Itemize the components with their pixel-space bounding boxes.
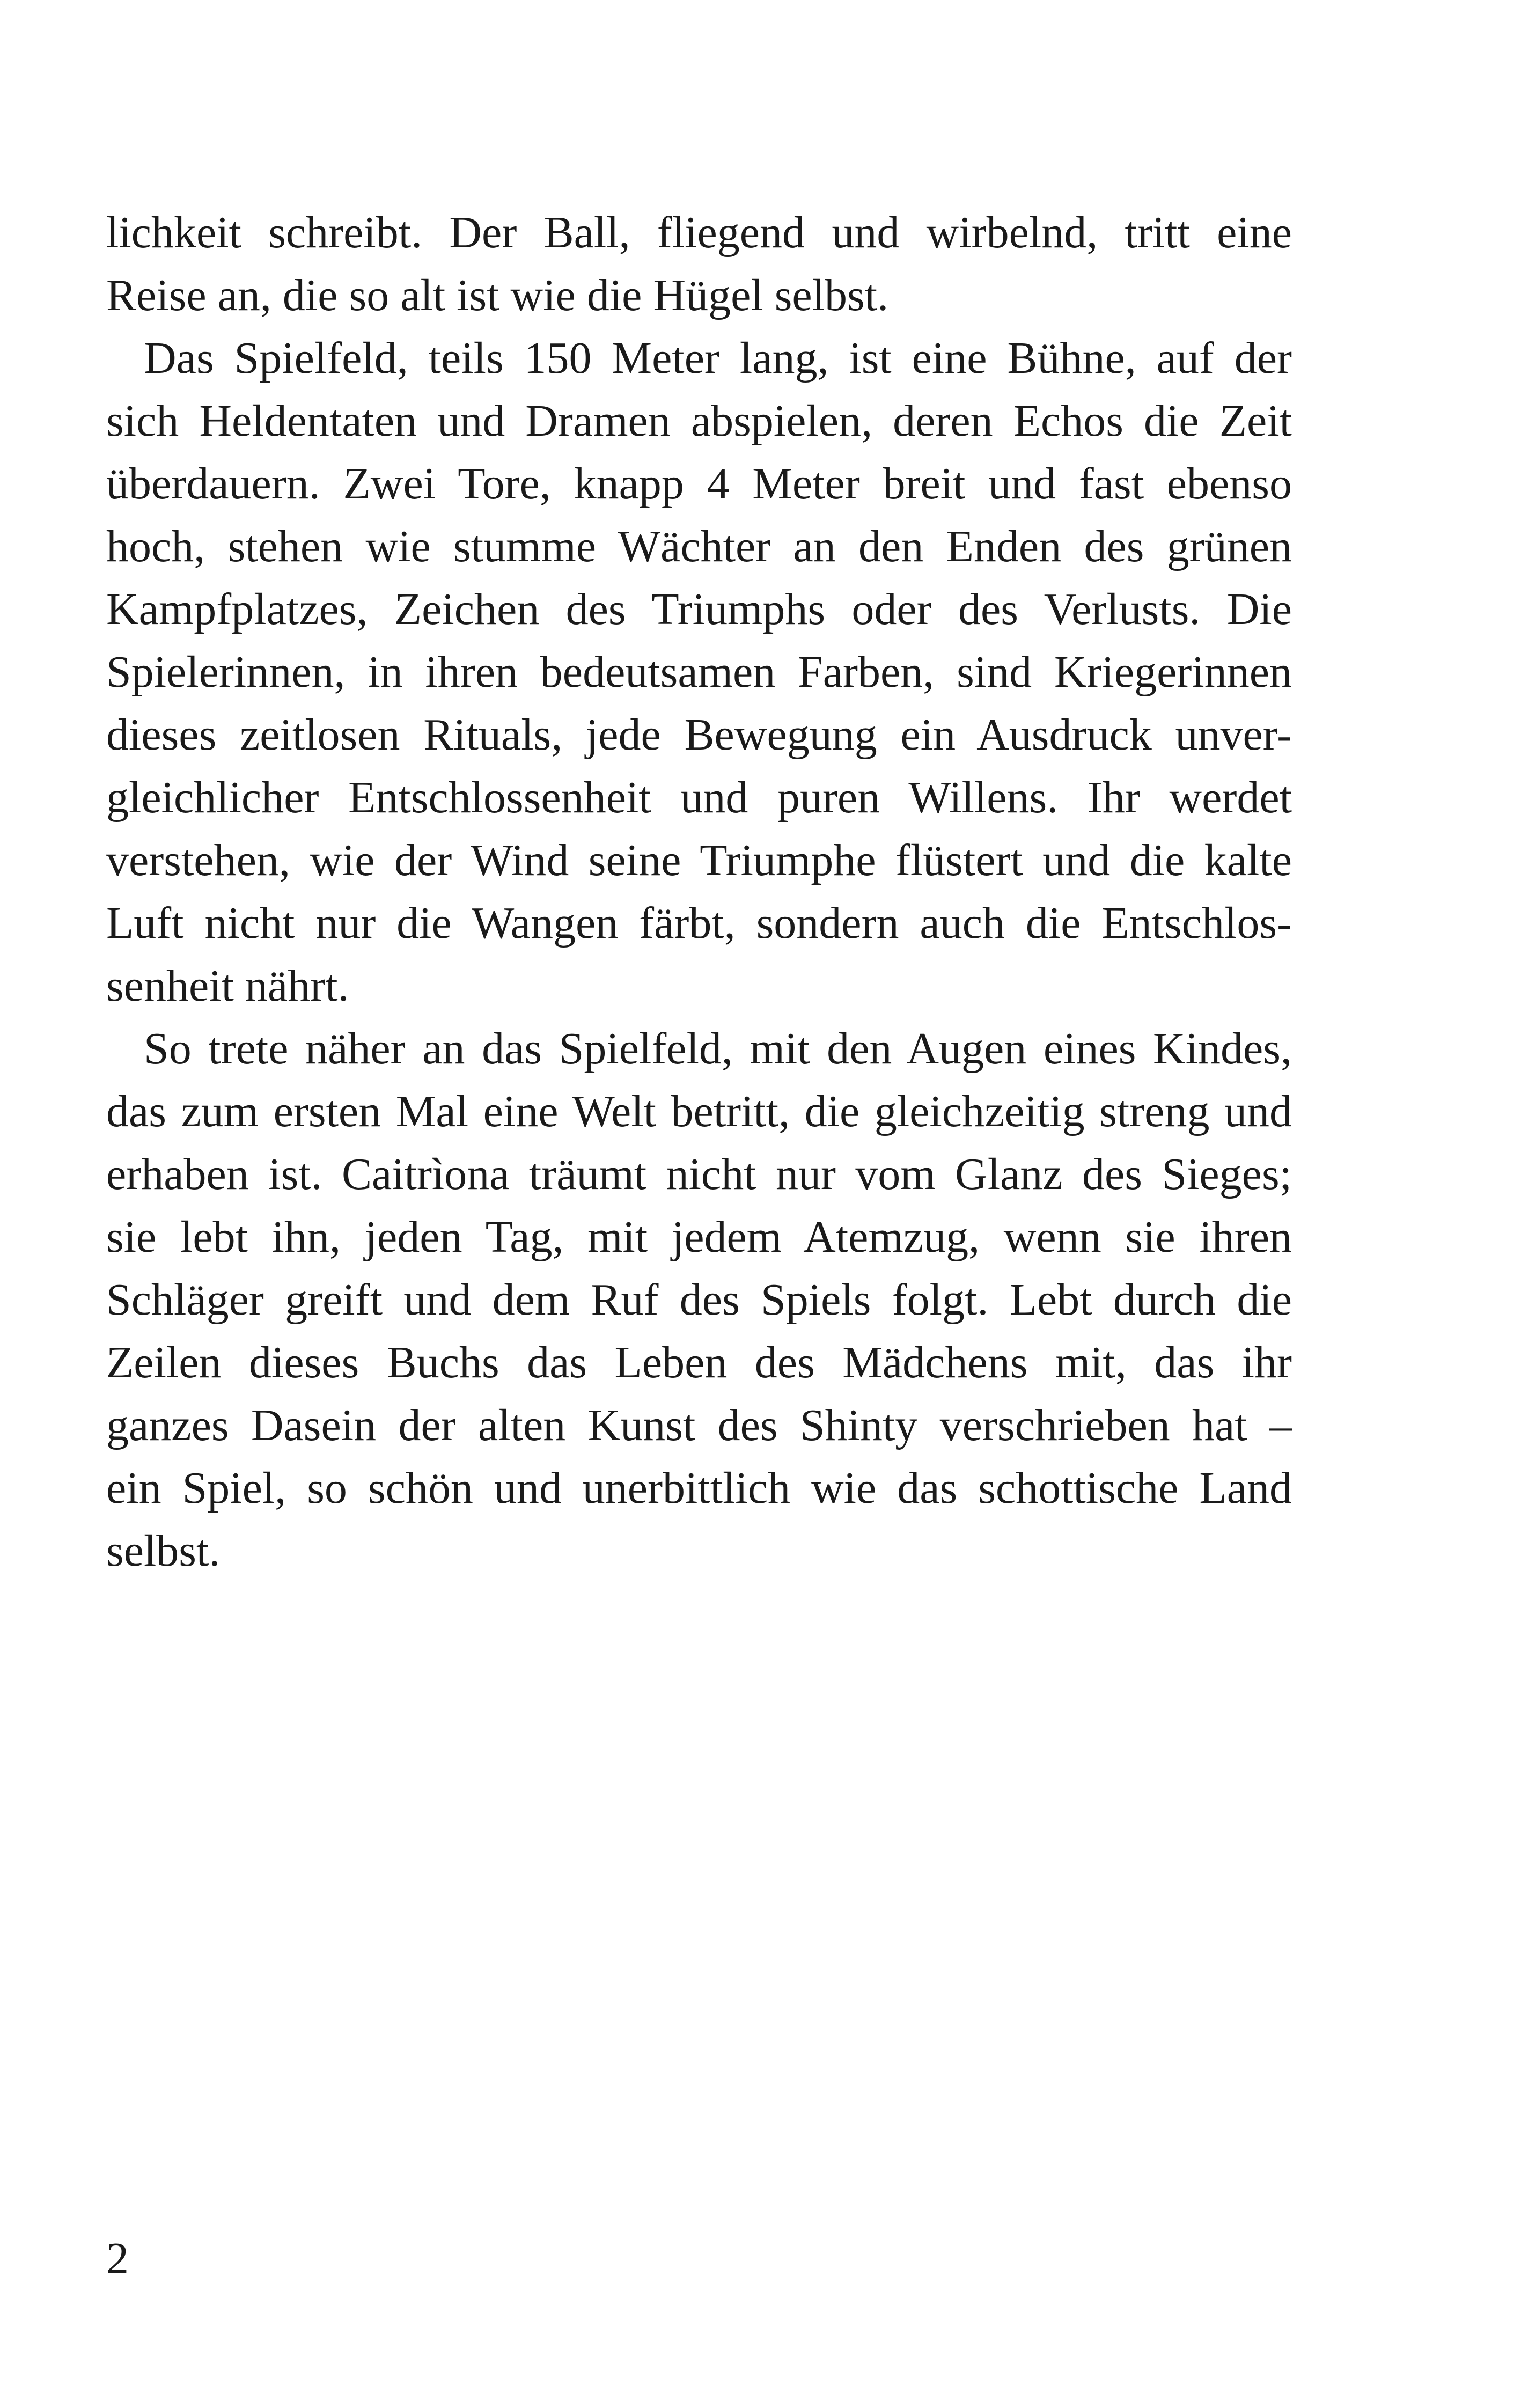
text-line: verstehen, wie der Wind seine Triumphe flüstert und die kalte xyxy=(106,835,1292,885)
text-line: das zum ersten Mal eine Welt betritt, die gleichzeitig streng und xyxy=(106,1086,1292,1136)
text-line: So trete näher an das Spielfeld, mit den Augen eines Kindes, xyxy=(144,1024,1292,1074)
text-line: Zeilen dieses Buchs das Leben des Mädchens mit, das ihr xyxy=(106,1338,1292,1387)
text-line: Spielerinnen, in ihren bedeutsamen Farben, sind Kriegerinnen xyxy=(106,647,1292,697)
text-line: erhaben ist. Caitrìona träumt nicht nur vom Glanz des Sieges; xyxy=(106,1149,1292,1199)
text-line: hoch, stehen wie stumme Wächter an den Enden des grünen xyxy=(106,522,1292,571)
text-line: ganzes Dasein der alten Kunst des Shinty verschrieben hat – xyxy=(106,1400,1292,1450)
text-line: senheit nährt. xyxy=(106,961,349,1011)
text-line: sich Heldentaten und Dramen abspielen, deren Echos die Zeit xyxy=(106,396,1292,446)
body-text xyxy=(106,201,1292,1582)
text-line: selbst. xyxy=(106,1526,221,1576)
text-line: gleichlicher Entschlossenheit und puren Willens. Ihr werdet xyxy=(106,773,1292,823)
text-line: Das Spielfeld, teils 150 Meter lang, ist eine Bühne, auf der xyxy=(144,333,1292,383)
text-line: überdauern. Zwei Tore, knapp 4 Meter breit und fast ebenso xyxy=(106,459,1292,509)
text-line: Schläger greift und dem Ruf des Spiels folgt. Lebt durch die xyxy=(106,1275,1292,1325)
text-line: ein Spiel, so schön und unerbittlich wie das schottische Land xyxy=(106,1463,1292,1513)
page-number: 2 xyxy=(106,2234,129,2284)
text-line: dieses zeitlosen Rituals, jede Bewegung ein Ausdruck unver- xyxy=(106,710,1292,760)
text-line: Luft nicht nur die Wangen färbt, sondern auch die Entschlos- xyxy=(106,898,1292,948)
text-line: sie lebt ihn, jeden Tag, mit jedem Atemzug, wenn sie ihren xyxy=(106,1212,1292,1262)
text-line: lichkeit schreibt. Der Ball, fliegend und wirbelnd, tritt eine xyxy=(106,208,1292,258)
text-line: Kampfplatzes, Zeichen des Triumphs oder des Verlusts. Die xyxy=(106,584,1292,634)
text-line: Reise an, die so alt ist wie die Hügel selbst. xyxy=(106,270,889,320)
